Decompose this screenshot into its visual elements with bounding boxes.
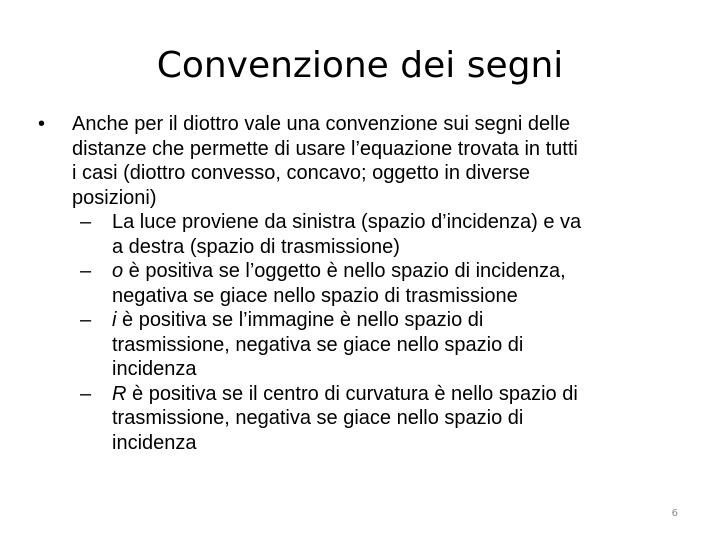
sub-bullet-line: incidenza [112,431,197,454]
page-number: 6 [671,508,678,519]
bullet-line: Anche per il diottro vale una convenzione sui segni delle [72,113,571,135]
sub-bullet-line: negativa se giace nello spazio di trasmissione [112,284,518,307]
sub-bullet-text: è positiva se l’oggetto è nello spazio di incidenza, [123,260,566,282]
sub-bullet-line: incidenza [112,358,197,380]
sub-bullet-text: è positiva se il centro di curvatura è nello spazio di [126,382,578,405]
dash-marker-icon: – [80,211,92,233]
slide-body [38,112,698,455]
bullet-line: posizioni) [72,186,157,209]
sub-bullet-light-direction [80,210,698,259]
bullet-line: i casi (diottro convesso, concavo; oggetto in diverse [72,162,531,184]
sub-bullet-line [112,382,698,407]
variable-symbol: R [112,382,127,405]
sub-bullet-text: è positiva se l’immagine è nello spazio di [116,309,484,331]
sub-bullet-line: trasmissione, negativa se giace nello spazio di [112,407,524,429]
sub-bullet-line [112,259,698,284]
bullet-line: distanze che permette di usare l’equazione trovata in tutti [72,137,578,160]
sub-bullet-line: trasmissione, negativa se giace nello spazio di [112,333,524,356]
sub-bullet-line [112,308,698,333]
dash-marker-icon: – [80,260,92,282]
dash-marker-icon: – [80,309,92,331]
sub-bullet-image-distance [80,308,698,382]
sub-bullet-list [38,210,698,455]
variable-symbol: o [112,260,124,282]
sub-bullet-text: La luce proviene da sinistra (spazio d’incidenza) e va [112,211,582,233]
variable-symbol: i [112,309,117,331]
slide-title: Convenzione dei segni [156,45,564,86]
bullet-dot-icon: • [38,113,46,135]
sub-bullet-radius [80,382,698,456]
dash-marker-icon: – [80,382,92,405]
sub-bullet-line: a destra (spazio di trasmissione) [112,235,400,258]
sub-bullet-object-distance [80,259,698,308]
main-bullet [38,112,698,210]
sub-bullet-line [112,210,698,235]
